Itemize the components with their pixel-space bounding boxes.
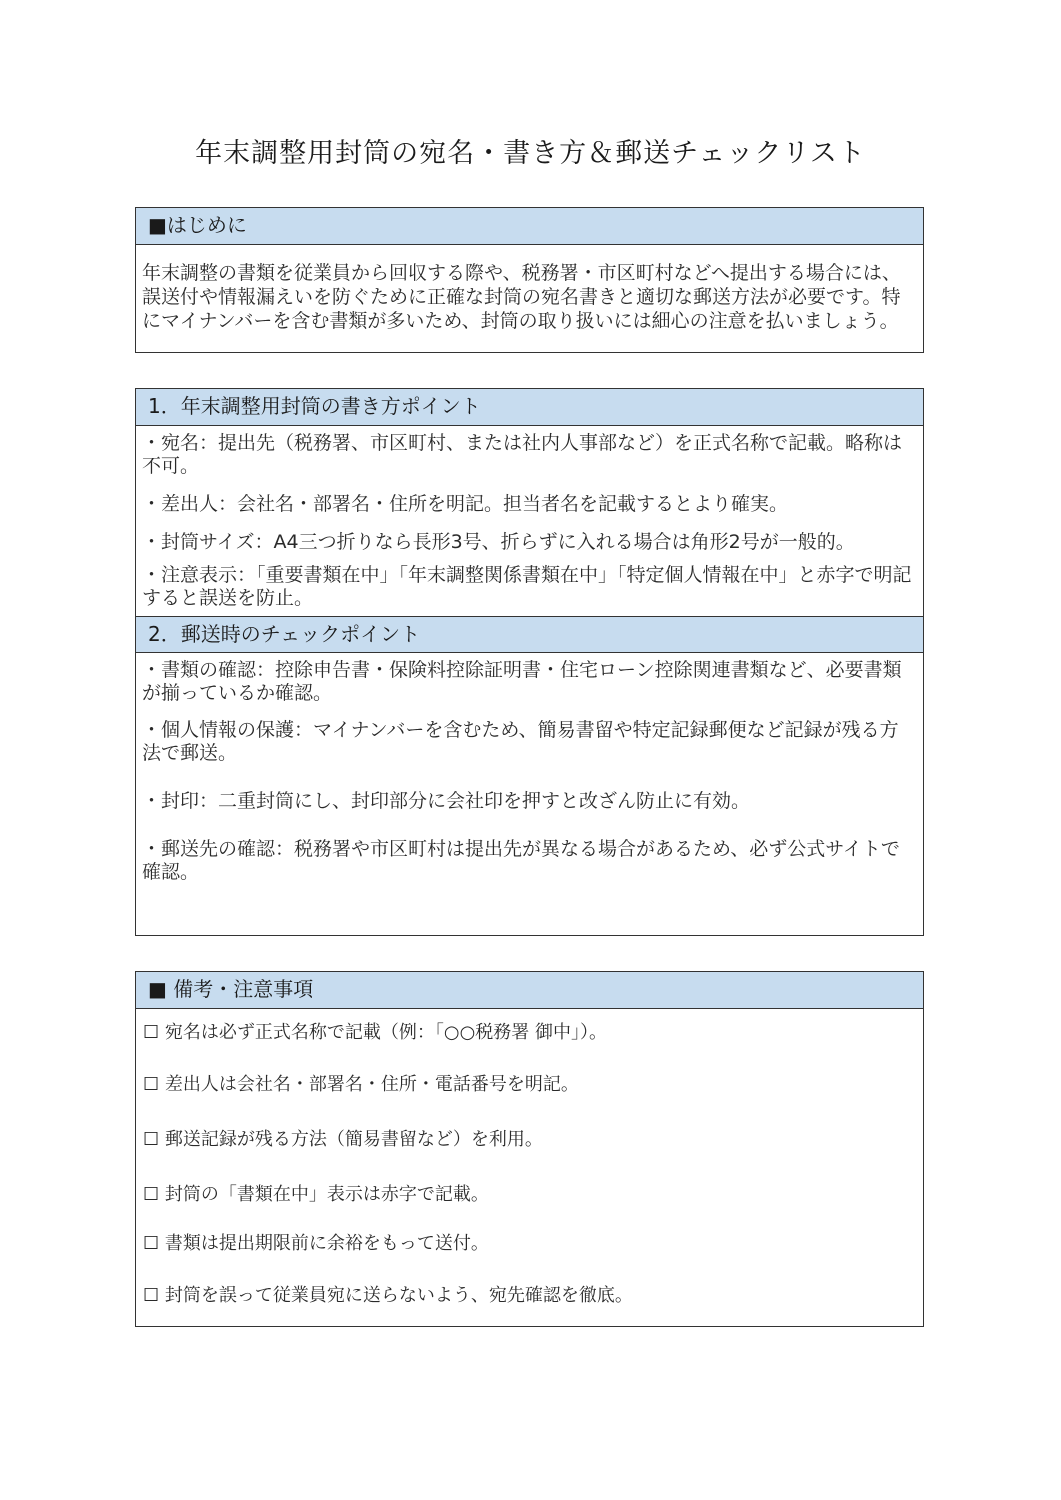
checklist-item: ☐ 郵送記録が残る方法（簡易書留など）を利用。 [143, 1129, 543, 1150]
checklist-item: ☐ 封筒の「書類在中」表示は赤字で記載。 [143, 1184, 489, 1205]
section1-heading: 1．年末調整用封筒の書き方ポイント [136, 389, 923, 426]
section2-item: ・郵送先の確認：税務署や市区町村は提出先が異なる場合があるため、必ず公式サイトで確認。 [142, 838, 900, 883]
checklist-item: ☐ 差出人は会社名・部署名・住所・電話番号を明記。 [143, 1074, 579, 1095]
section1-list [136, 432, 923, 610]
section2-heading: 2．郵送時のチェックポイント [136, 616, 923, 653]
section1-item: ・注意表示：「重要書類在中」「年末調整関係書類在中」「特定個人情報在中」と赤字で明記すると誤送を防止。 [142, 564, 912, 609]
page-title: 年末調整用封筒の宛名・書き方＆郵送チェックリスト [195, 138, 866, 169]
section1-item: ・封筒サイズ：A4三つ折りなら長形3号、折らずに入れる場合は角形2号が一般的。 [142, 531, 855, 553]
points-box [135, 388, 924, 936]
notes-list [136, 1021, 923, 1308]
section2-list [136, 659, 923, 884]
checklist-item: ☐ 書類は提出期限前に余裕をもって送付。 [143, 1233, 489, 1254]
section2-item: ・個人情報の保護：マイナンバーを含むため、簡易書留や特定記録郵便など記録が残る方法で郵送。 [142, 719, 899, 764]
notes-box [135, 971, 924, 1327]
intro-heading: ■はじめに [136, 208, 923, 245]
section2-item: ・封印：二重封筒にし、封印部分に会社印を押すと改ざん防止に有効。 [142, 790, 751, 812]
intro-box [135, 207, 924, 353]
checklist-item: ☐ 封筒を誤って従業員宛に送らないよう、宛先確認を徹底。 [143, 1285, 633, 1306]
section1-item: ・宛名：提出先（税務署、市区町村、または社内人事部など）を正式名称で記載。略称は不可。 [142, 432, 903, 477]
intro-text: 年末調整の書類を従業員から回収する際や、税務署・市区町村などへ提出する場合には、誤送付や情報漏えいを防ぐために正確な封筒の宛名書きと適切な郵送方法が必要です。特にマイナンバーを含む書類が多いため、封筒の取り扱いには細心の注意を払いましょう。 [142, 262, 901, 332]
section1-item: ・差出人：会社名・部署名・住所を明記。担当者名を記載するとより確実。 [142, 493, 789, 515]
notes-heading: ■ 備考・注意事項 [136, 972, 923, 1009]
section2-item: ・書類の確認：控除申告書・保険料控除証明書・住宅ローン控除関連書類など、必要書類が揃っているか確認。 [142, 659, 902, 704]
checklist-item: ☐ 宛名は必ず正式名称で記載（例：「○○税務署 御中」）。 [143, 1022, 607, 1043]
